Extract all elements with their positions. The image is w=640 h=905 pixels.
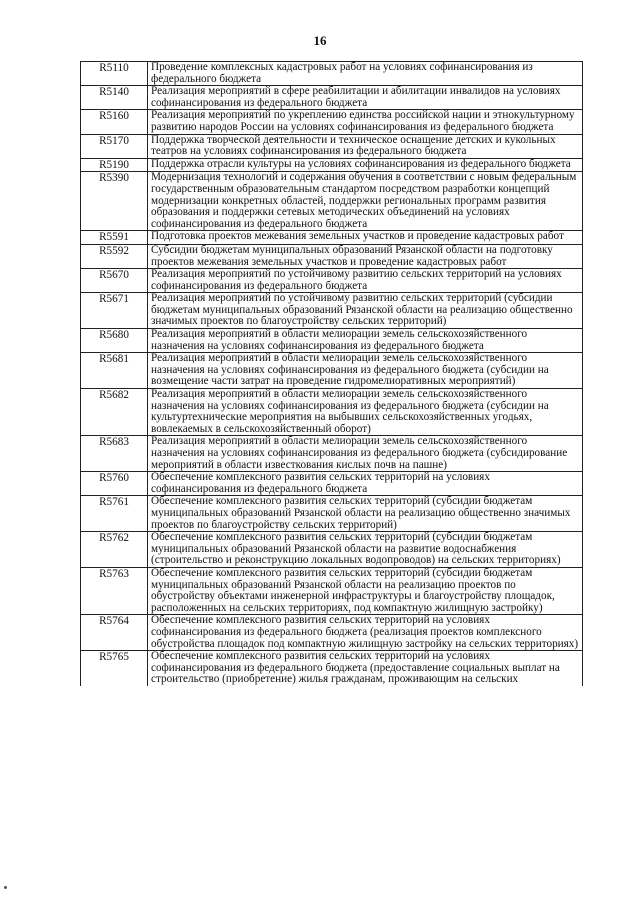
code-cell: R5671 bbox=[81, 293, 148, 329]
description-cell: Реализация мероприятий по устойчивому развитию сельских территорий (субсидии бюджетам муниципальных образований Рязанской области на реализацию общественно значимых проектов по благоустройству сельских территорий) bbox=[148, 293, 583, 329]
table-row bbox=[81, 231, 583, 245]
description-cell: Модернизация технологий и содержания обучения в соответствии с новым федеральным государственным образовательным стандартом посредством разработки концепций модернизации конкретных областей, поддержки региональных программ развития образования и поддержки сетевых методических объединений на условиях софинансирования из федерального бюджета bbox=[148, 172, 583, 231]
code-cell: R5680 bbox=[81, 329, 148, 353]
code-cell: R5765 bbox=[81, 651, 148, 686]
description-cell: Обеспечение комплексного развития сельских территорий на условиях софинансирования из федерального бюджета (реализация проектов комплексного обустройства площадок под компактную жилищную застройку на сельских территориях) bbox=[148, 615, 583, 651]
code-cell: R5681 bbox=[81, 353, 148, 389]
code-cell: R5763 bbox=[81, 567, 148, 614]
description-cell: Поддержка отрасли культуры на условиях софинансирования из федерального бюджета bbox=[148, 158, 583, 172]
budget-codes-table bbox=[80, 61, 583, 686]
table-row bbox=[81, 615, 583, 651]
code-cell: R5670 bbox=[81, 269, 148, 293]
table-row bbox=[81, 353, 583, 389]
code-cell: R5760 bbox=[81, 472, 148, 496]
description-cell: Обеспечение комплексного развития сельских территорий на условиях софинансирования из федерального бюджета (предоставление социальных выплат на строительство (приобретение) жилья гражданам, проживающим на сельских bbox=[148, 651, 583, 686]
description-cell: Реализация мероприятий в сфере реабилитации и абилитации инвалидов на условиях софинансирования из федерального бюджета bbox=[148, 86, 583, 110]
table-row bbox=[81, 86, 583, 110]
code-cell: R5160 bbox=[81, 110, 148, 134]
table-row bbox=[81, 293, 583, 329]
code-cell: R5764 bbox=[81, 615, 148, 651]
description-cell: Реализация мероприятий по устойчивому развитию сельских территорий на условиях софинансирования из федерального бюджета bbox=[148, 269, 583, 293]
table-row bbox=[81, 567, 583, 614]
code-cell: R5683 bbox=[81, 436, 148, 472]
code-cell: R5390 bbox=[81, 172, 148, 231]
scan-speck bbox=[4, 886, 7, 889]
table-row bbox=[81, 158, 583, 172]
description-cell: Реализация мероприятий в области мелиорации земель сельскохозяйственного назначения на условиях софинансирования из федерального бюджета bbox=[148, 329, 583, 353]
code-cell: R5170 bbox=[81, 134, 148, 158]
code-cell: R5110 bbox=[81, 62, 148, 86]
table-row bbox=[81, 134, 583, 158]
code-cell: R5761 bbox=[81, 496, 148, 532]
description-cell: Субсидии бюджетам муниципальных образований Рязанской области на подготовку проектов межевания земельных участков и проведение кадастровых работ bbox=[148, 244, 583, 268]
description-cell: Обеспечение комплексного развития сельских территорий (субсидии бюджетам муниципальных образований Рязанской области на реализацию проектов по обустройству объектами инженерной инфраструктуры и благоустройству площадок, расположенных на сельских территориях, под компактную жилищную застройку) bbox=[148, 567, 583, 614]
code-cell: R5592 bbox=[81, 244, 148, 268]
table-row bbox=[81, 651, 583, 686]
code-cell: R5682 bbox=[81, 389, 148, 436]
description-cell: Проведение комплексных кадастровых работ на условиях софинансирования из федерального бюджета bbox=[148, 62, 583, 86]
table-row bbox=[81, 436, 583, 472]
description-cell: Обеспечение комплексного развития сельских территорий (субсидии бюджетам муниципальных образований Рязанской области на реализацию общественно значимых проектов по благоустройству сельских территорий) bbox=[148, 496, 583, 532]
description-cell: Реализация мероприятий в области мелиорации земель сельскохозяйственного назначения на условиях софинансирования из федерального бюджета (субсидии на возмещение части затрат на проведение гидромелиоративных мероприятий) bbox=[148, 353, 583, 389]
table-row bbox=[81, 532, 583, 568]
description-cell: Обеспечение комплексного развития сельских территорий (субсидии бюджетам муниципальных образований Рязанской области на развитие водоснабжения (строительство и реконструкцию локальных водопроводов) на сельских территориях) bbox=[148, 532, 583, 568]
table-row bbox=[81, 472, 583, 496]
description-cell: Реализация мероприятий в области мелиорации земель сельскохозяйственного назначения на условиях софинансирования из федерального бюджета (субсидии на культуртехнические мероприятия на выбывших сельскохозяйственных угодьях, вовлекаемых в сельскохозяйственный оборот) bbox=[148, 389, 583, 436]
description-cell: Обеспечение комплексного развития сельских территорий на условиях софинансирования из федерального бюджета bbox=[148, 472, 583, 496]
code-cell: R5591 bbox=[81, 231, 148, 245]
table-row bbox=[81, 244, 583, 268]
code-cell: R5140 bbox=[81, 86, 148, 110]
description-cell: Поддержка творческой деятельности и техническое оснащение детских и кукольных театров на условиях софинансирования из федерального бюджета bbox=[148, 134, 583, 158]
code-cell: R5190 bbox=[81, 158, 148, 172]
page-number: 16 bbox=[313, 33, 327, 48]
table-row bbox=[81, 269, 583, 293]
table-body bbox=[81, 62, 583, 686]
table-row bbox=[81, 496, 583, 532]
table-row bbox=[81, 62, 583, 86]
table-row bbox=[81, 172, 583, 231]
code-cell: R5762 bbox=[81, 532, 148, 568]
description-cell: Подготовка проектов межевания земельных участков и проведение кадастровых работ bbox=[148, 231, 583, 245]
table-row bbox=[81, 110, 583, 134]
table-row bbox=[81, 329, 583, 353]
description-cell: Реализация мероприятий в области мелиорации земель сельскохозяйственного назначения на условиях софинансирования из федерального бюджета (субсидирование мероприятий в области известкования кислых почв на пашне) bbox=[148, 436, 583, 472]
table-row bbox=[81, 389, 583, 436]
description-cell: Реализация мероприятий по укреплению единства российской нации и этнокультурному развитию народов России на условиях софинансирования из федерального бюджета bbox=[148, 110, 583, 134]
